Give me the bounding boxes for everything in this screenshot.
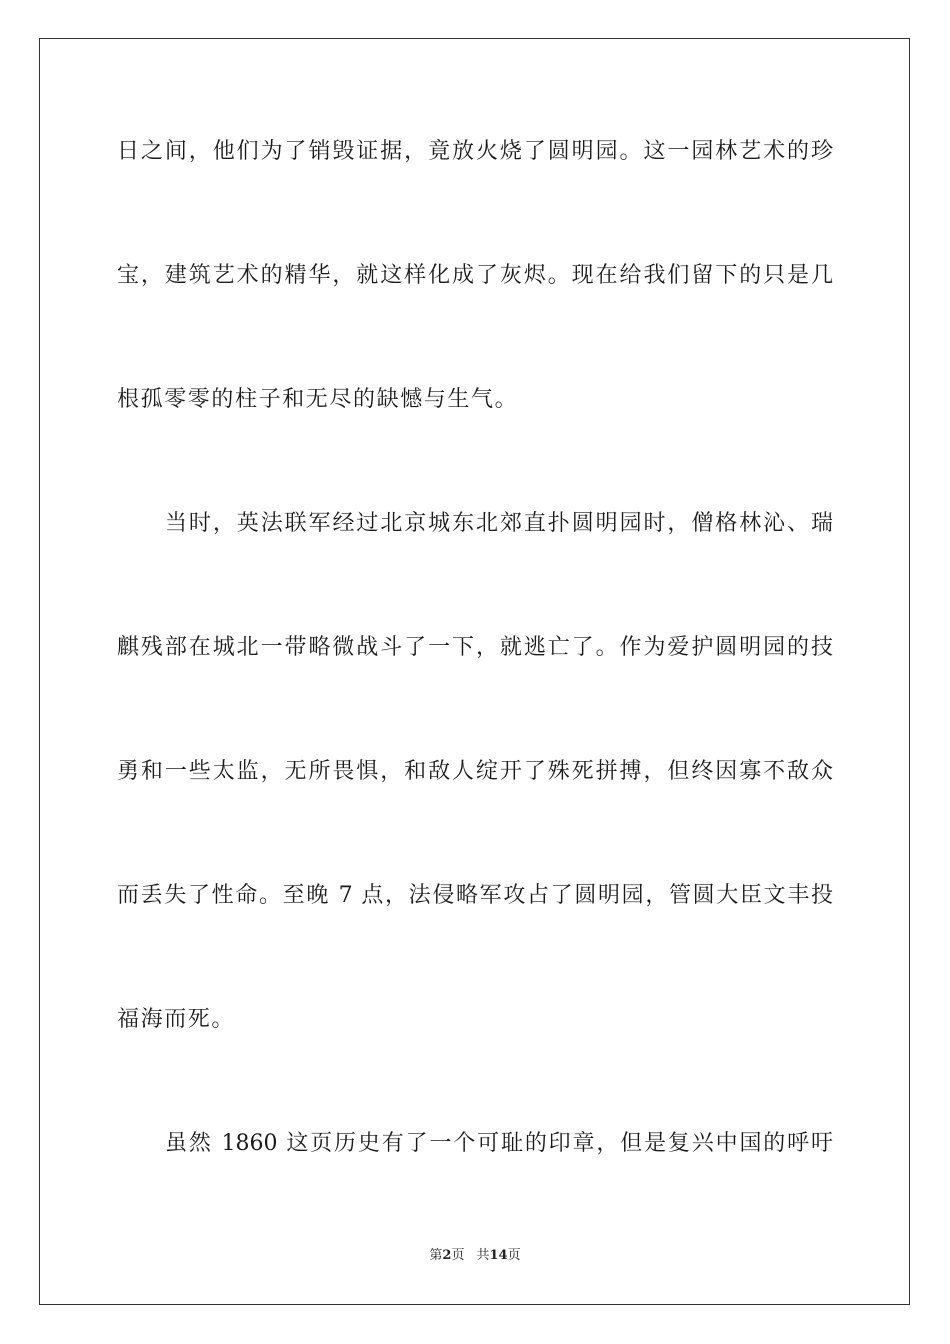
page-footer	[0, 1248, 950, 1264]
text-line-7: 而丢失了性命。至晚 7 点，法侵略军攻占了圆明园，管圆大臣文丰投	[117, 883, 833, 908]
page-border	[39, 38, 910, 1305]
text-line-9: 虽然 1860 这页历史有了一个可耻的印章，但是复兴中国的呼吁	[165, 1131, 833, 1156]
text-line-4: 当时，英法联军经过北京城东北郊直扑圆明园时，僧格林沁、瑞	[165, 511, 833, 536]
footer-page-current: 2	[442, 1248, 452, 1263]
text-line-3: 根孤零零的柱子和无尽的缺憾与生气。	[117, 387, 519, 412]
footer-page-prefix: 第	[429, 1248, 443, 1263]
text-line-8: 福海而死。	[117, 1007, 236, 1032]
text-line-6: 勇和一些太监，无所畏惧，和敌人绽开了殊死拼搏，但终因寡不敌众	[117, 759, 833, 784]
footer-total-suffix: 页	[507, 1248, 521, 1263]
footer-page-total: 14	[489, 1248, 508, 1263]
text-line-1: 日之间，他们为了销毁证据，竟放火烧了圆明园。这一园林艺术的珍	[117, 139, 833, 164]
text-line-2: 宝，建筑艺术的精华，就这样化成了灰烬。现在给我们留下的只是几	[117, 263, 833, 288]
footer-page-suffix: 页	[451, 1248, 465, 1263]
footer-total-prefix: 共	[476, 1248, 490, 1263]
text-line-5: 麒残部在城北一带略微战斗了一下，就逃亡了。作为爱护圆明园的技	[117, 635, 833, 660]
